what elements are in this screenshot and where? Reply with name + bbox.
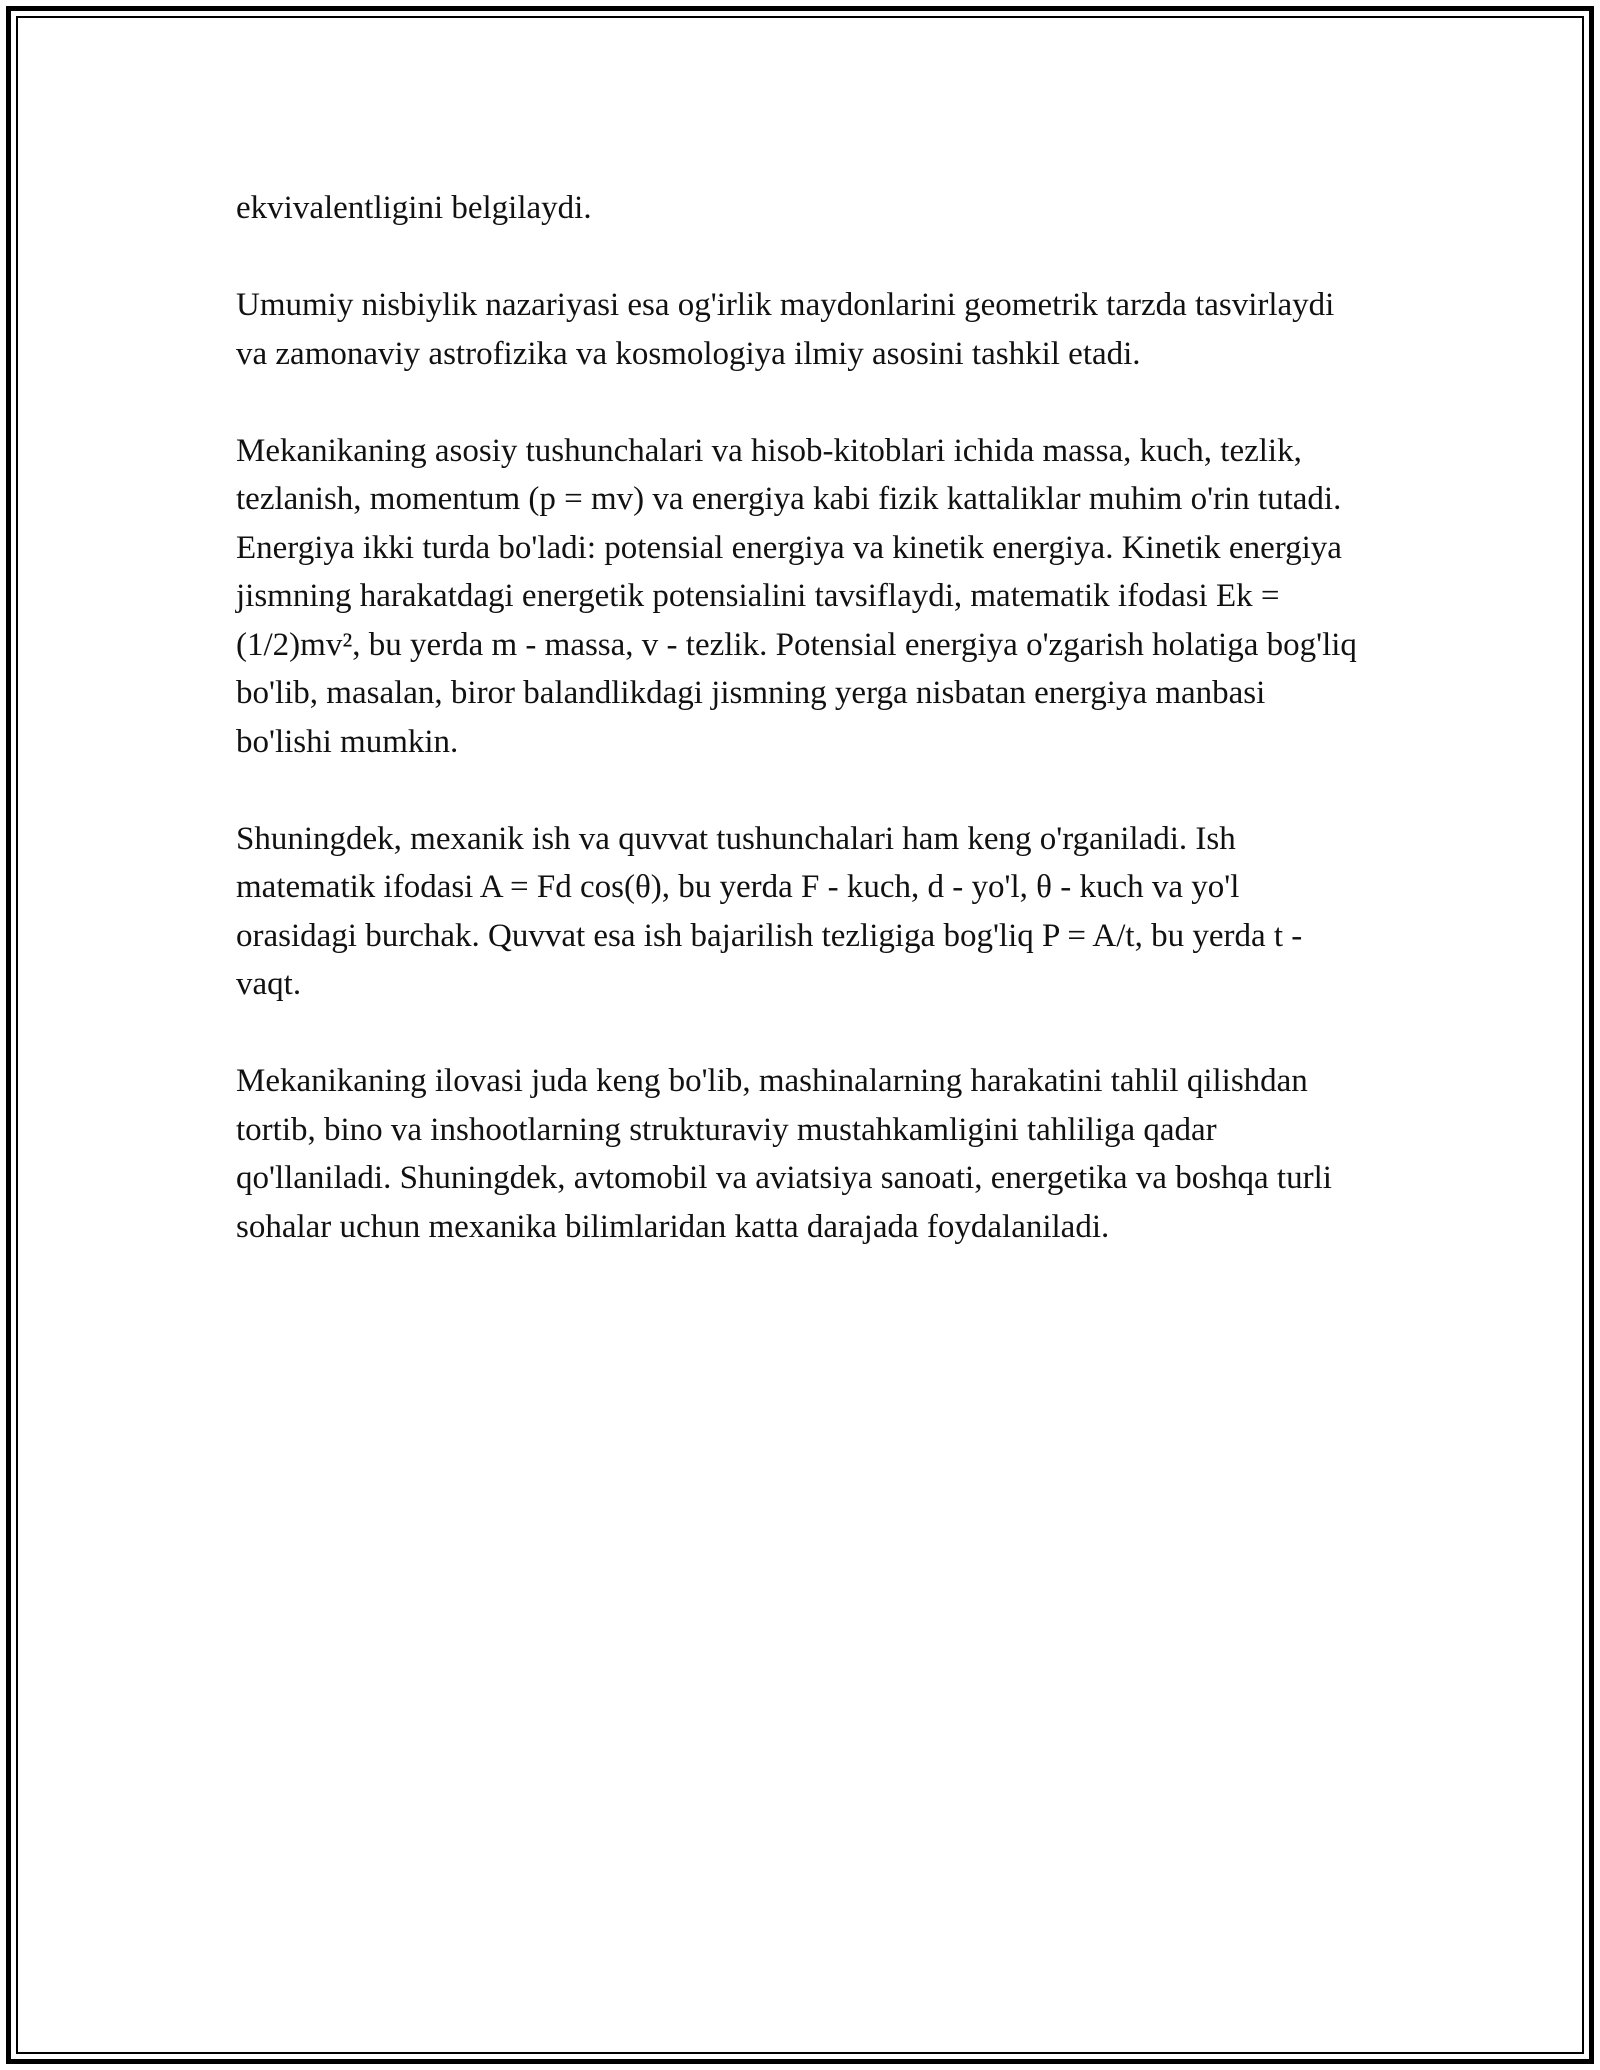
paragraph-general-relativity: Umumiy nisbiylik nazariyasi esa og'irlik maydonlarini geometrik tarzda tasvirlaydi va zamonaviy astrofizika va kosmologiya ilmiy asosini tashkil etadi.: [236, 287, 1335, 372]
paragraph-applications: Mekanikaning ilovasi juda keng bo'lib, mashinalarning harakatini tahlil qilishdan tortib, bino va inshootlarning strukturaviy mustahkamligini tahliliga qadar qo'llaniladi. Shuningdek, avtomobil va aviatsiya sanoati, energetika va boshqa turli sohalar uchun mexanika bilimlaridan katta darajada foydalaniladi.: [236, 1063, 1332, 1245]
document-body: [236, 184, 1366, 1300]
paragraph-work-power: Shuningdek, mexanik ish va quvvat tushunchalari ham keng o'rganiladi. Ish matematik ifodasi A = Fd cos(θ), bu yerda F - kuch, d - yo'l, θ - kuch va yo'l orasidagi burchak. Quvvat esa ish bajarilish tezligiga bog'liq P = A/t, bu yerda t - vaqt.: [236, 820, 1303, 1002]
paragraph-continuation: ekvivalentligini belgilaydi.: [236, 190, 592, 226]
paragraph-mechanics-energy: Mekanikaning asosiy tushunchalari va hisob-kitoblari ichida massa, kuch, tezlik, tezlanish, momentum (p = mv) va energiya kabi fizik kattaliklar muhim o'rin tutadi. Energiya ikki turda bo'ladi: potensial energiya va kinetik energiya. Kinetik energiya jismning harakatdagi energetik potensialini tavsiflaydi, matematik ifodasi Ek = (1/2)mv², bu yerda m - massa, v - tezlik. Potensial energiya o'zgarish holatiga bog'liq bo'lib, masalan, biror balandlikdagi jismning yerga nisbatan energiya manbasi bo'lishi mumkin.: [236, 432, 1357, 760]
